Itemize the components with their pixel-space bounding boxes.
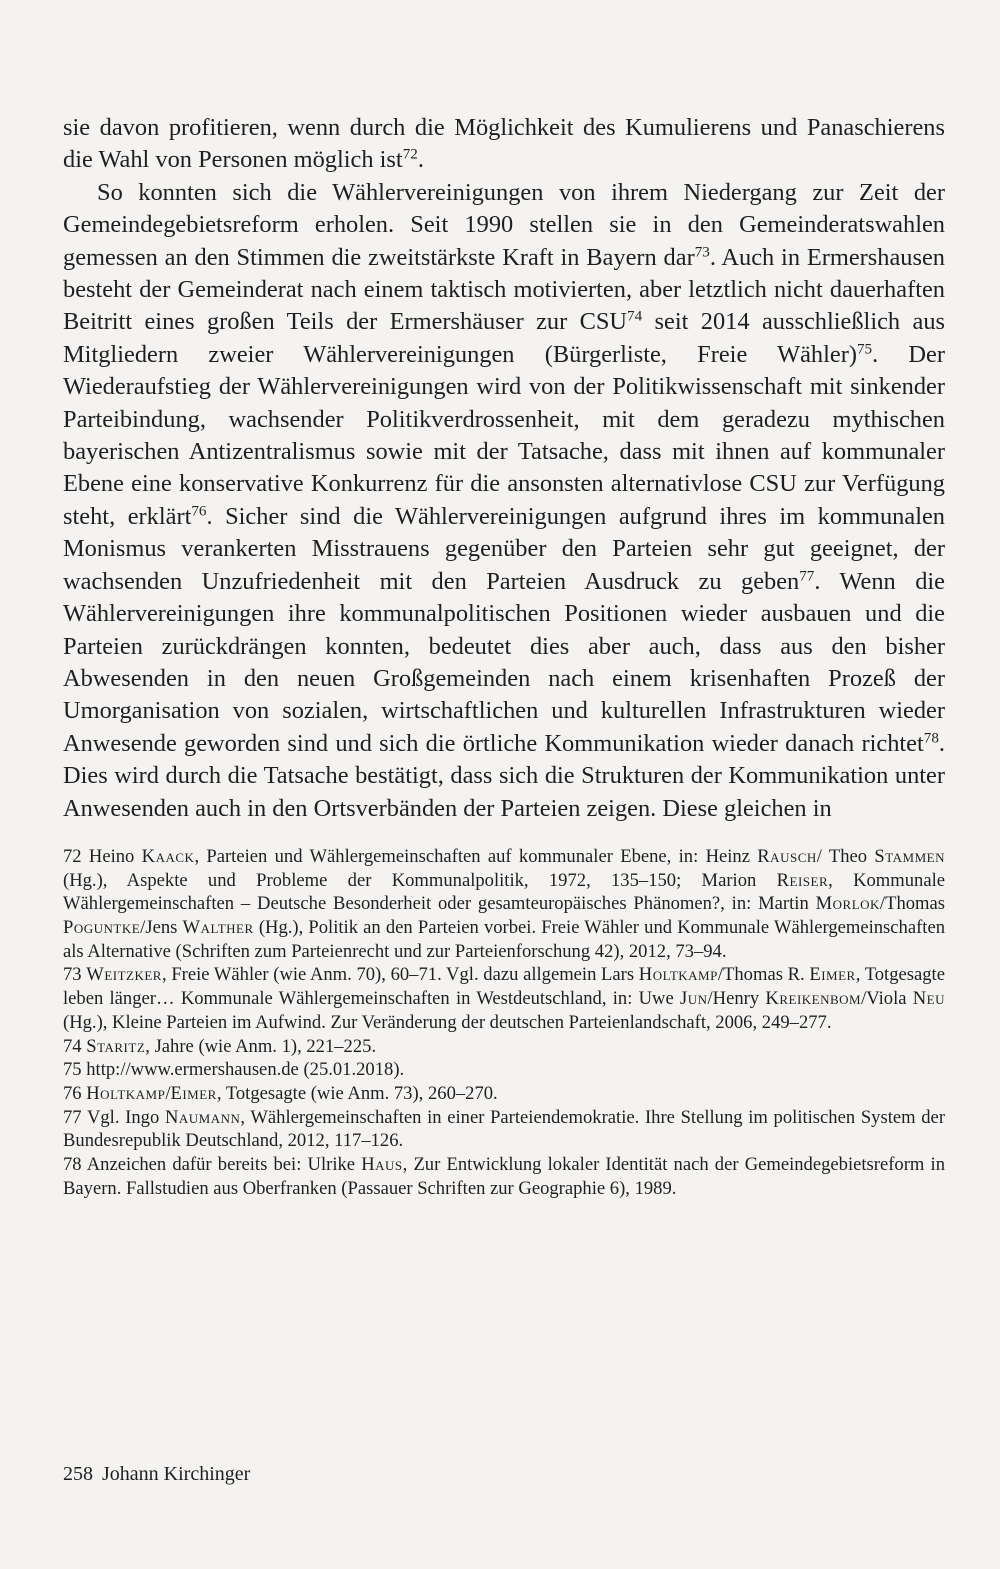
text-run: . Auch in Ermershausen besteht der Gemeinderat nach einem taktisch motivierten, aber letztlich nicht dauerhaften Beitritt eines großen Teils der Ermershäuser zur CSU bbox=[63, 243, 946, 336]
text-run: , Totgesagte (wie Anm. 73), 260–270. bbox=[216, 1082, 498, 1104]
text-run: /Jens bbox=[140, 917, 183, 939]
footnote-number: 75 bbox=[63, 1059, 82, 1081]
footnote-78 bbox=[63, 1153, 945, 1200]
text-run: . Sicher sind die Wählervereinigungen aufgrund ihres im kommunalen Monismus verankerten Misstrauens gegenüber den Parteien sehr gut geeignet, der wachsenden Unzufriedenheit mit den Parteien Ausdruck zu geben bbox=[63, 502, 945, 595]
text-run: / Theo bbox=[816, 845, 875, 867]
footnote-74 bbox=[63, 1035, 945, 1059]
running-author: Johann Kirchinger bbox=[102, 1463, 251, 1485]
text-run: , Wählergemeinschaften in einer Parteiendemokratie. Ihre Stellung im politischen System der Bundesrepublik Deutschland, 2012, 117–126. bbox=[63, 1106, 946, 1152]
author-name: Haus bbox=[361, 1154, 403, 1176]
text-run: , Parteien und Wählergemeinschaften auf kommunaler Ebene, in: Heinz bbox=[194, 845, 758, 867]
text-run: /Thomas R. bbox=[717, 964, 810, 986]
author-name: Kaack bbox=[141, 845, 195, 867]
text-run: , Freie Wähler (wie Anm. 70), 60–71. Vgl. dazu allgemein Lars bbox=[161, 964, 639, 986]
author-name: Kreikenbom bbox=[765, 988, 862, 1010]
author-name: Staritz bbox=[86, 1035, 146, 1057]
author-name: Morlok bbox=[815, 893, 880, 915]
footnote-75 bbox=[63, 1058, 945, 1082]
author-name: Stammen bbox=[874, 845, 945, 867]
footnote-ref-76[interactable]: 76 bbox=[191, 503, 207, 520]
author-name: Jun bbox=[680, 988, 708, 1010]
text-run: , Zur Entwicklung lokaler Identität nach der Gemeindegebietsreform in Bayern. Fallstudien aus Oberfranken (Passauer Schriften zur Geographie 6), 1989. bbox=[63, 1154, 945, 1199]
text-run: . bbox=[417, 146, 424, 174]
author-name: Reiser bbox=[776, 869, 829, 891]
footnote-number: 78 bbox=[63, 1154, 82, 1176]
footnote-number: 74 bbox=[63, 1035, 82, 1057]
text-run: , Jahre (wie Anm. 1), 221–225. bbox=[145, 1035, 377, 1057]
body-text bbox=[63, 112, 945, 825]
page-footer bbox=[63, 1463, 250, 1486]
text-run: seit 2014 ausschließlich aus Mitgliedern zweier Wählervereinigungen (Bürgerliste, Freie Wähler) bbox=[63, 308, 946, 368]
page-number: 258 bbox=[63, 1463, 93, 1485]
text-run: Vgl. Ingo bbox=[81, 1106, 165, 1128]
footnote-ref-73[interactable]: 73 bbox=[694, 244, 710, 261]
author-name: Neu bbox=[912, 988, 946, 1010]
text-run: So konnten sich die Wählervereinigungen von ihrem Niedergang zur Zeit der Gemeindegebietsreform erholen. Seit 1990 stellen sie in den Gemeinderatswahlen gemessen an den Stimmen die zweitstärkste Kraft in Bayern dar bbox=[63, 178, 945, 271]
author-name: Naumann bbox=[164, 1106, 241, 1128]
author-name: Rausch bbox=[757, 845, 817, 867]
footnote-ref-77[interactable]: 77 bbox=[799, 568, 815, 585]
footnote-77 bbox=[63, 1106, 945, 1153]
paragraph-1 bbox=[63, 112, 945, 177]
author-name: Walther bbox=[182, 917, 254, 939]
text-run: (Hg.), Kleine Parteien im Aufwind. Zur Veränderung der deutschen Parteienlandschaft, 2006, 249–277. bbox=[63, 1011, 832, 1033]
footnote-number: 73 bbox=[63, 964, 82, 986]
text-run: /Thomas bbox=[879, 893, 945, 915]
text-run: . Der Wiederaufstieg der Wählervereinigungen wird von der Politikwissenschaft mit sinkender Parteibindung, wachsender Politikverdrossenheit, mit dem geradezu mythischen bayerischen Antizentralismus sowie mit der Tatsache, dass mit ihnen auf kommunaler Ebene eine konservative Konkurrenz für die ansonsten alternativlose CSU zur Verfügung steht, erklärt bbox=[63, 340, 945, 530]
text-run: Anzeichen dafür bereits bei: Ulrike bbox=[81, 1154, 362, 1176]
author-name: Weitzker bbox=[86, 964, 162, 986]
footnote-number: 72 bbox=[63, 845, 82, 867]
author-name: Eimer bbox=[170, 1082, 217, 1104]
footnote-ref-75[interactable]: 75 bbox=[856, 341, 873, 358]
footnote-number: 77 bbox=[63, 1106, 82, 1128]
footnote-76 bbox=[63, 1082, 945, 1106]
text-run: . Dies wird durch die Tatsache bestätigt, dass sich die Strukturen der Kommunikation unter Anwesenden auch in den Ortsverbänden der Parteien zeigen. Diese gleichen in bbox=[63, 729, 945, 822]
author-name: Holtkamp bbox=[638, 964, 718, 986]
footnote-ref-74[interactable]: 74 bbox=[627, 309, 643, 326]
footnote-ref-72[interactable]: 72 bbox=[402, 147, 418, 164]
footnote-ref-78[interactable]: 78 bbox=[923, 730, 939, 747]
footnote-72 bbox=[63, 845, 945, 964]
author-name: Eimer bbox=[809, 964, 856, 986]
text-run: sie davon profitieren, wenn durch die Möglichkeit des Kumulierens und Panaschierens die Wahl von Personen möglich ist bbox=[63, 114, 945, 174]
text-run: (Hg.), Politik an den Parteien vorbei. Freie Wähler und Kommunale Wählergemeinschaften als Alternative (Schriften zum Parteienrecht und zur Parteienforschung 42), 2012, 73–94. bbox=[63, 917, 945, 962]
footnote-link[interactable]: http://www.ermershausen.de (25.01.2018). bbox=[81, 1059, 405, 1081]
text-run: /Henry bbox=[707, 988, 766, 1010]
text-run: . Wenn die Wählervereinigungen ihre kommunalpolitischen Positionen wieder ausbauen und die Parteien zurückdrängen konnten, bedeutet dies aber auch, dass aus den bisher Abwesenden in den neuen Großgemeinden nach einem krisenhaften Prozeß der Umorganisation von sozialen, wirtschaftlichen und kulturellen Infrastrukturen wieder Anwesende geworden sind und sich die örtliche Kommunikation wieder danach richtet bbox=[63, 567, 945, 757]
text-run: (Hg.), Aspekte und Probleme der Kommunalpolitik, 1972, 135–150; Marion bbox=[63, 869, 777, 891]
text-run: / bbox=[165, 1082, 171, 1104]
text-run: , Kommunale Wählergemeinschaften – Deutsche Besonderheit oder gesamteuropäisches Phänomen?, in: Martin bbox=[63, 869, 945, 915]
paragraph-2 bbox=[63, 177, 945, 825]
author-name: Poguntke bbox=[63, 917, 141, 939]
footnote-73 bbox=[63, 963, 945, 1034]
author-name: Holtkamp bbox=[86, 1082, 166, 1104]
footnote-number: 76 bbox=[63, 1082, 82, 1104]
footnotes bbox=[63, 845, 945, 1201]
text-run: , Totgesagte leben länger… Kommunale Wählergemeinschaften in Westdeutschland, in: Uwe bbox=[63, 964, 945, 1010]
text-run: /Viola bbox=[861, 988, 913, 1010]
text-run: Heino bbox=[81, 845, 142, 867]
page-content bbox=[63, 112, 945, 1200]
